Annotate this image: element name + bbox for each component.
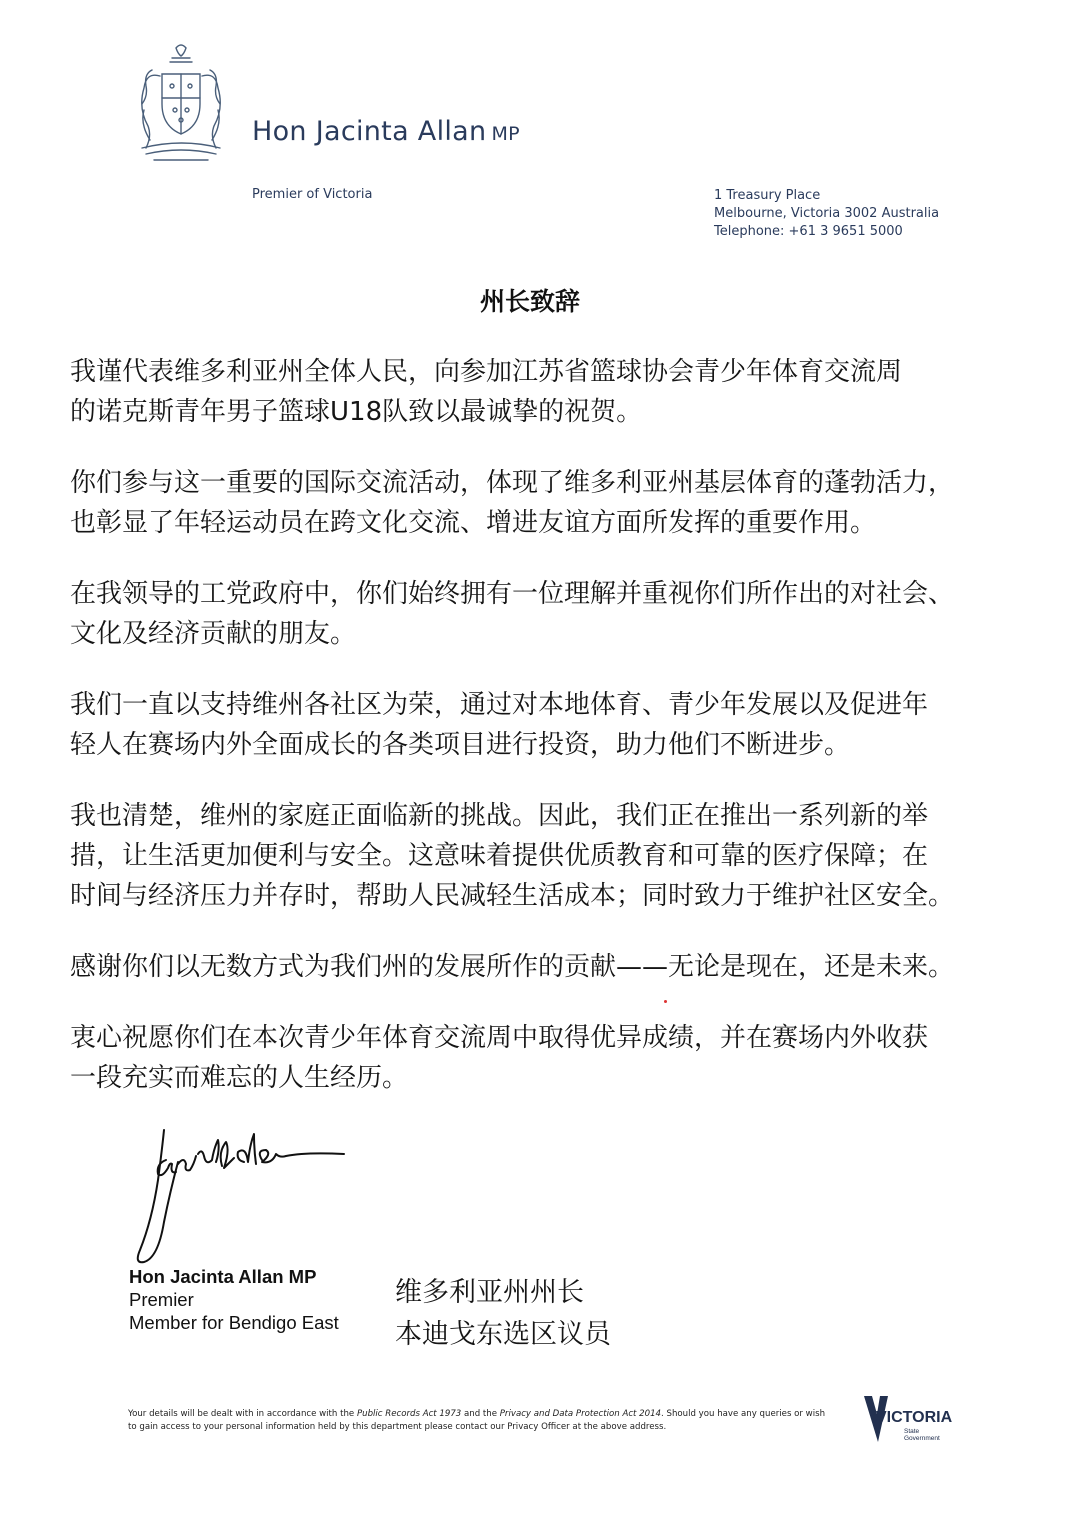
victoria-state-government-logo xyxy=(862,1392,962,1450)
victoria-coat-of-arms-icon xyxy=(132,40,230,166)
signatory-details xyxy=(129,1265,339,1334)
letter-paragraph: 我也清楚，维州的家庭正面临新的挑战。因此，我们正在推出一系列新的举 措，让生活更加便利与安全。这意味着提供优质教育和可靠的医疗保障；在 时间与经济压力并存时，帮助人民减轻生活成本；同时致力于维护社区安全。 xyxy=(70,801,955,911)
address-line: 1 Treasury Place xyxy=(714,188,821,203)
letter-paragraph: 衷心祝愿你们在本次青少年体育交流周中取得优异成绩，并在赛场内外收获 一段充实而难忘的人生经历。 xyxy=(70,1023,929,1093)
letter-title: 州长致辞 xyxy=(479,287,580,316)
letter-body xyxy=(70,352,1035,1129)
signatory-title-zh: 维多利亚州州长 xyxy=(395,1277,584,1308)
letterhead-name-text: Hon Jacinta Allan xyxy=(252,116,487,147)
letter-paragraph: 感谢你们以无数方式为我们州的发展所作的贡献——无论是现在，还是未来。 xyxy=(70,952,955,982)
signatory-details-zh xyxy=(395,1272,611,1356)
logo-word: VICTORIA xyxy=(876,1409,953,1426)
letter-paragraph: 你们参与这一重要的国际交流活动，体现了维多利亚州基层体育的蓬勃活力， 也彰显了年轻运动员在跨文化交流、增进友谊方面所发挥的重要作用。 xyxy=(70,468,955,538)
letter-paragraph: 我们一直以支持维州各社区为荣，通过对本地体育、青少年发展以及促进年 轻人在赛场内外全面成长的各类项目进行投资，助力他们不断进步。 xyxy=(70,690,929,760)
address-line: Melbourne, Victoria 3002 Australia xyxy=(714,206,940,221)
letterhead-name xyxy=(252,116,520,147)
footer-text: Your details will be dealt with in accordance with the xyxy=(128,1409,357,1419)
letter-paragraph: 我谨代表维多利亚州全体人民，向参加江苏省篮球协会青少年体育交流周 的诺克斯青年男子篮球U18队致以最诚挚的祝贺。 xyxy=(70,357,903,427)
letterhead-name-suffix: MP xyxy=(491,123,520,145)
logo-sub-state: State xyxy=(904,1428,920,1435)
logo-sub-government: Government xyxy=(904,1435,940,1442)
footer-text: and the xyxy=(461,1409,500,1419)
signatory-name: Hon Jacinta Allan MP xyxy=(129,1266,317,1287)
privacy-footer-note xyxy=(128,1408,828,1434)
footer-act-name: Public Records Act 1973 xyxy=(356,1409,462,1419)
footer-text: . Should you have any queries or wish to gain access to your personal information held by this department please contact our Privacy Officer at the above address. xyxy=(128,1409,826,1432)
letter-paragraph: 在我领导的工党政府中，你们始终拥有一位理解并重视你们所作出的对社会、 文化及经济贡献的朋友。 xyxy=(70,579,955,649)
footer-act-name: Privacy and Data Protection Act 2014 xyxy=(499,1409,662,1419)
red-mark xyxy=(664,1000,667,1003)
letterhead-role: Premier of Victoria xyxy=(252,187,373,202)
signatory-seat-zh: 本迪戈东选区议员 xyxy=(395,1319,611,1350)
signatory-title: Premier xyxy=(129,1289,194,1310)
address-line: Telephone: +61 3 9651 5000 xyxy=(714,224,903,239)
handwritten-signature xyxy=(126,1120,348,1270)
letterhead-address xyxy=(714,187,939,241)
signatory-seat: Member for Bendigo East xyxy=(129,1312,339,1333)
